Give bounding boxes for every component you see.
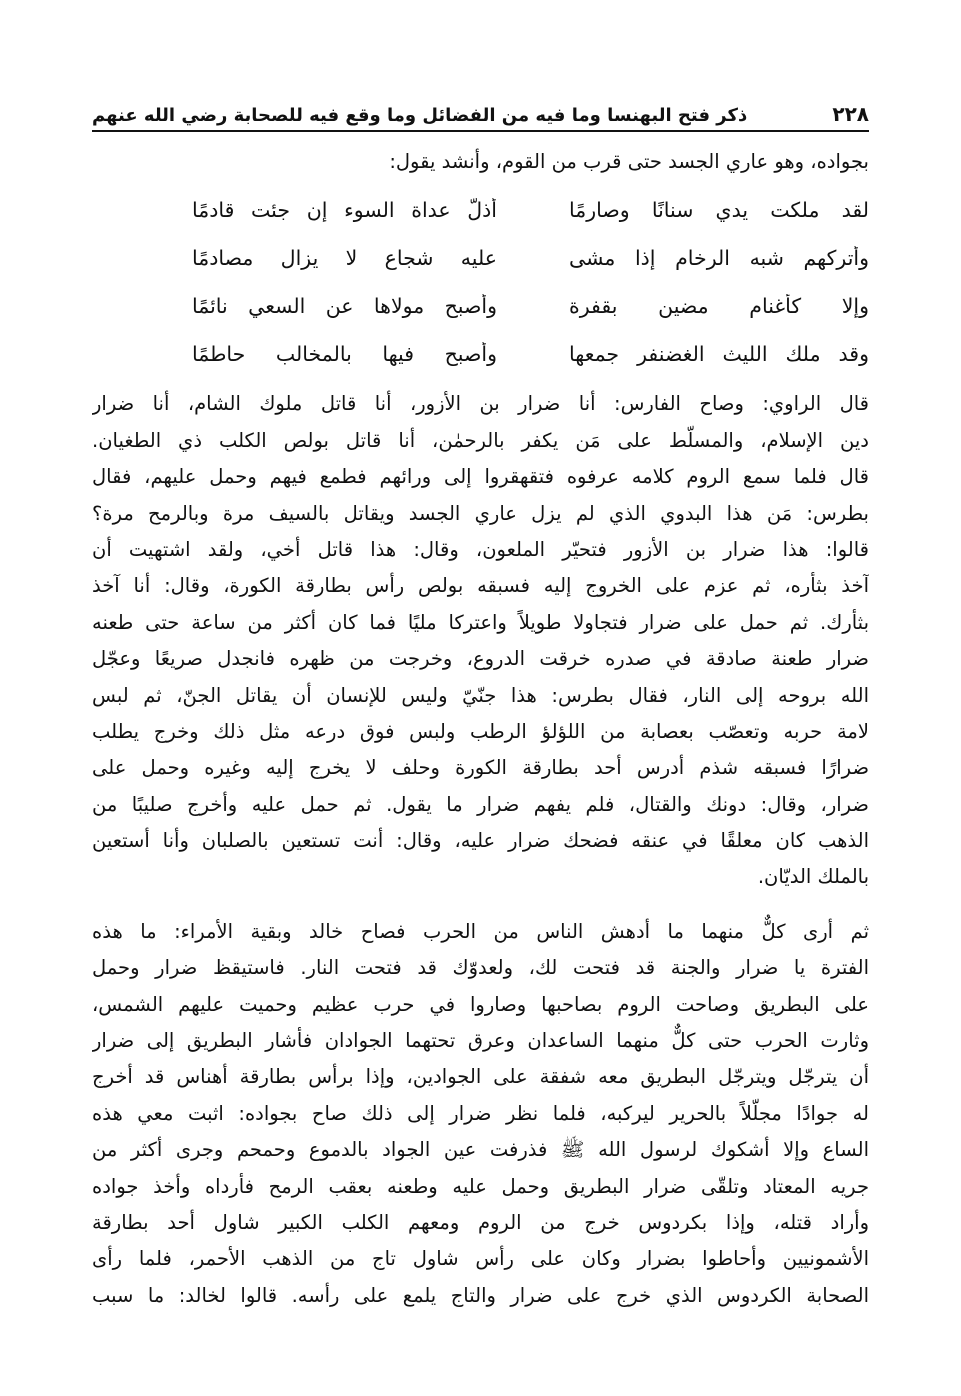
verse-first-hemistich: لقد ملكت يدي سنانًا وصارمًا (569, 198, 869, 223)
text-line: وأراد قتله، وإذا بكردوس خرج من الروم ومعهم الكلب الكبير شاول أحد بطارقة (92, 1210, 869, 1234)
text-line: قالوا: هذا ضرار بن الأزور فتحيّر الملعون، وقال: هذا قاتل أخي، ولقد اشتهيت أن (92, 537, 869, 561)
poem (92, 186, 869, 378)
text-line: ضرار طعنة صادقة في صدره خرقت الدروع، وخرجت من ظهره فانجدل صريعًا وعجّل (92, 647, 869, 671)
verse-first-hemistich: وأتركهم شبه الرخام إذا مشى (569, 246, 869, 271)
poem-verse (92, 234, 869, 282)
text-line: قال الراوي: وصاح الفارس: أنا ضرار بن الأزور، أنا قاتل ملوك الشام، أنا ضرار (92, 392, 869, 416)
text-line: بالملك الديّان. (757, 865, 869, 889)
verse-second-hemistich: عليه شجاع لا يزال مصادمًا (192, 246, 497, 271)
poem-verse (92, 282, 869, 330)
text-line: الفترة يا ضرار والجنة قد فتحت لك، ولعدوّك قد فتحت النار. فاستيقظ ضرار وحمل (92, 956, 869, 980)
text-line: آخذ بثأره، ثم عزم على الخروج إليه فسبقه بولص رأس بطارقة الكورة، وقال: أنا آخذ (92, 574, 869, 598)
page-header (92, 92, 869, 132)
verse-second-hemistich: وأصبح مولاها عن السعي نائمًا (192, 294, 497, 319)
poem-verse (92, 330, 869, 378)
text-line: ثم أرى كلٌّ منهما ما أدهش الناس من الحرب فصاح خالد وبقية الأمراء: ما هذه (92, 919, 869, 943)
text-line: جريه المعتاد وتلقّى ضرار البطريق وحمل عليه وطعنه بعقب الرمح فأرداه وأخذ جواده (92, 1174, 869, 1198)
text-line: له جوادًا مجلّلاً بالحرير ليركبه، فلما نظر ضرار إلى ذلك صاح بجواده: اثبت معي هذه (92, 1101, 869, 1125)
text-line: الذهب كان معلقًا في عنقه فضحك ضرار عليه، وقال: أنت تستعين بالصلبان وأنا أستعين (92, 829, 869, 853)
verse-first-hemistich: وقد ملك الليث الغضنفر جمعها (569, 342, 869, 367)
text-line: وثارت الحرب حتى كلٌّ منهما الساعدان وعرق تحتهما الجوادان فأشار البطريق إلى ضرار (92, 1029, 869, 1053)
text-line: الأشمونيين وأحاطوا بضرار وكان على رأس شاول تاج من الذهب الأحمر، فلما رأى (92, 1247, 869, 1271)
text-line: على البطريق وصاحت الروم بصاحبها وصاروا في حرب عظيم وحميت عليهم الشمس، (92, 992, 869, 1016)
text-line: الله بروحه إلى النار، فقال بطرس: هذا جنّيّ وليس للإنسان أن يقاتل الجنّ، ثم لبس (92, 683, 869, 707)
intro-line: بجواده، وهو عاري الجسد حتى قرب من القوم، وأنشد يقول: (389, 150, 869, 173)
text-line: لامة حربه وتعصّب بعصابة من اللؤلؤ الرطب ولبس فوق درعه مثل ذلك وخرج يطلب (92, 719, 869, 743)
poem-verse (92, 186, 869, 234)
running-title: ذكر فتح البهنسا وما فيه من الفضائل وما وقع فيه للصحابة رضي الله عنهم (92, 105, 748, 126)
text-line: أن يترجّل ويترجّل البطريق معه شفقة على الجوادين، وإذا برأس بطارقة أهناس قد أخرج (92, 1065, 869, 1089)
text-line: بثأرك. ثم حمل على ضرار فتجاولا طويلاً واعتركا مليًا فما كان أكثر من ساعة حتى طعنه (92, 610, 869, 634)
page-number: ٢٢٨ (832, 102, 869, 126)
text-line: الصحابة الكردوس الذي خرج على ضرار والتاج يلمع على رأسه. قالوا لخالد: ما سبب (92, 1283, 869, 1307)
paragraph-2 (92, 914, 869, 1314)
text-line: ضرارًا فسبقه شذم أدرس أحد بطارقة الكورة وحلف لا يخرج إليه وغيره وحمل على (92, 756, 869, 780)
verse-first-hemistich: وإلا كأغنام مضين بقفرة (569, 294, 869, 319)
text-line: دين الإسلام، والمسلّط على مَن يكفر بالرحمٰن، أنا قاتل بولص الكلب ذي الطغيان. (92, 428, 869, 452)
verse-second-hemistich: وأصبح فيها بالمخالب حاطمًا (192, 342, 497, 367)
text-line: الساع وإلا أشكوك لرسول الله ﷺ فذرفت عين الجواد بالدموع وحمحم وجرى أكثر من (92, 1138, 869, 1162)
text-line: ضرار، وقال: دونك والقتال، فلم يفهم ضرار ما يقول. ثم حمل عليه وأخرج صليبًا من (92, 792, 869, 816)
verse-second-hemistich: أذلّ عداة السوء إن جئت قادمًا (192, 198, 497, 223)
paragraph-1 (92, 386, 869, 895)
text-line: بطرس: مَن هذا البدوي الذي لم يزل عاري الجسد ويقاتل بالسيف مرة وبالرمح مرة؟ (92, 501, 869, 525)
text-line: قال فلما سمع الروم كلامه عرفوه فتقهقروا إلى ورائهم فطمع فيهم وحمل عليهم، فقال (92, 465, 869, 489)
page-content (92, 144, 869, 1314)
